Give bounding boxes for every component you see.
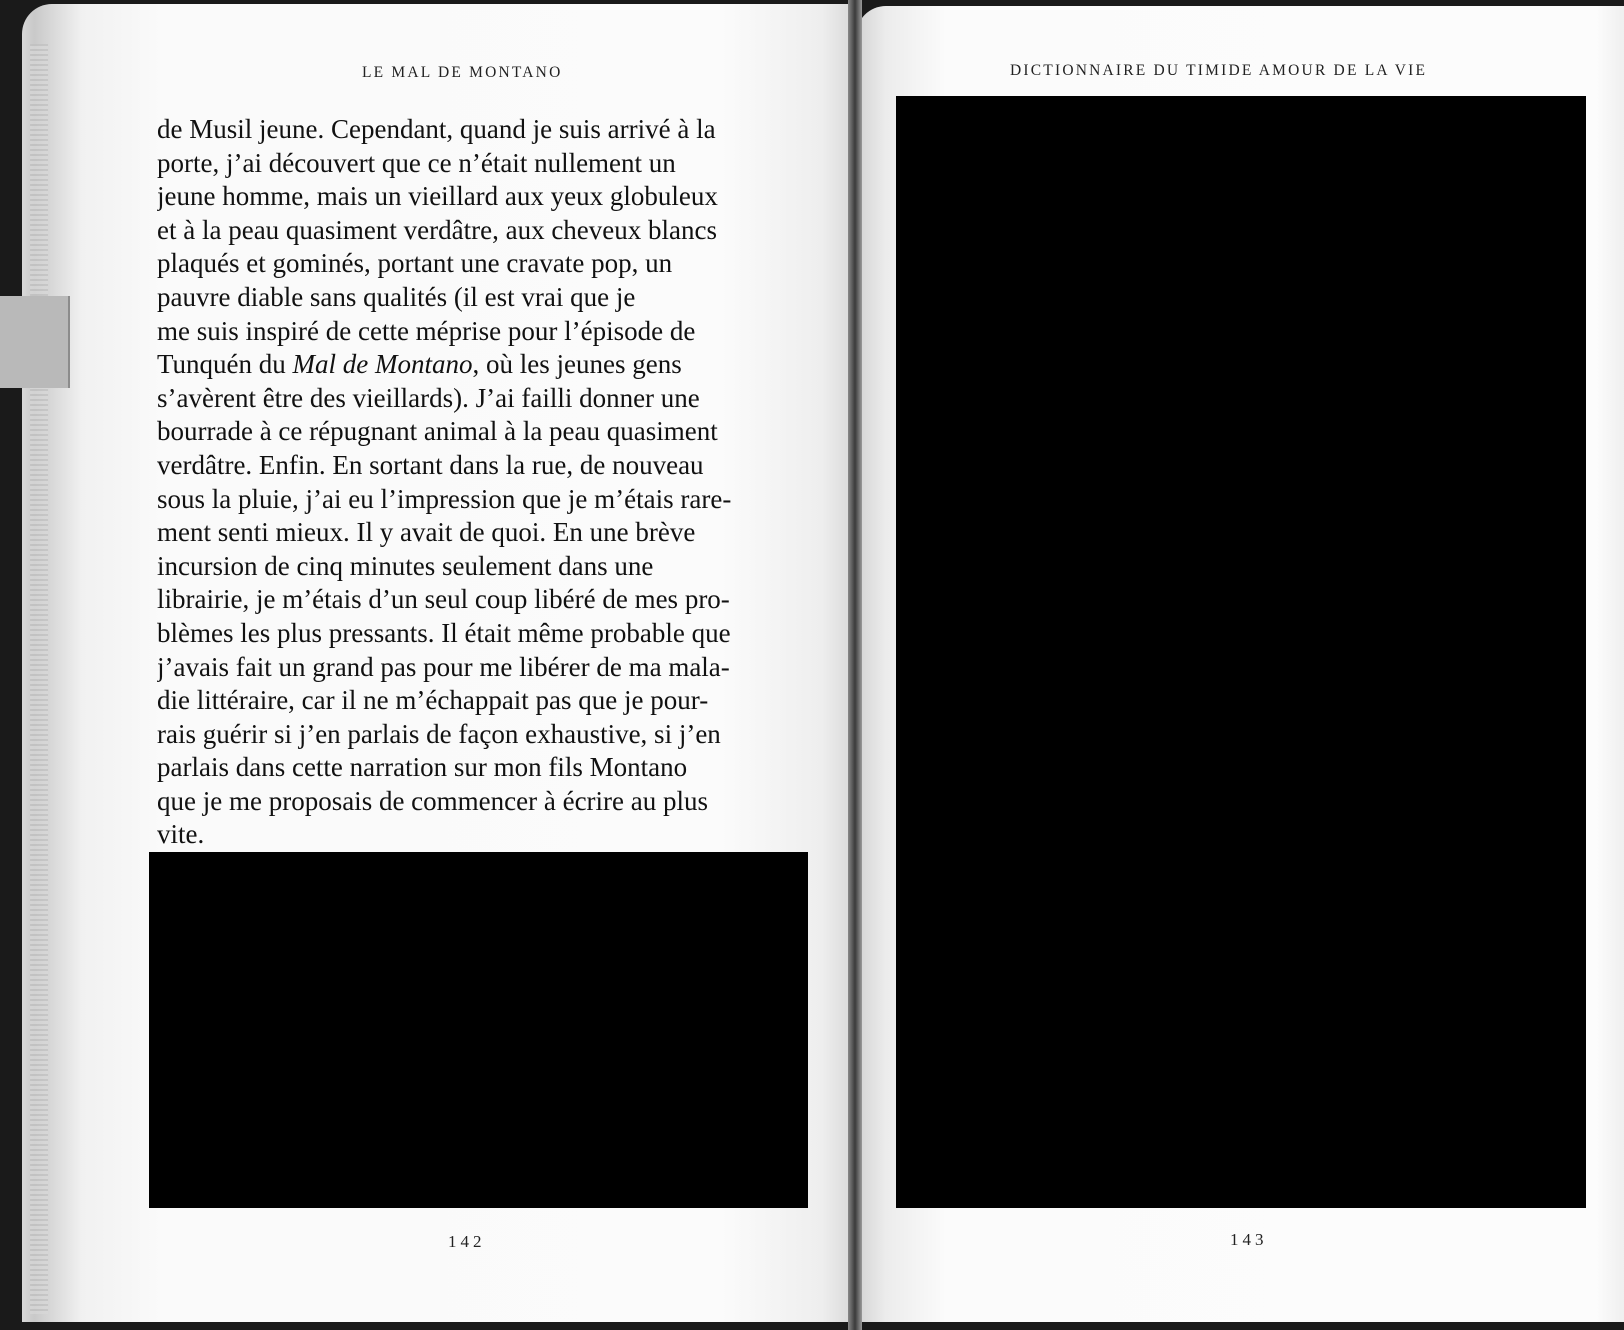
text-run: de Musil jeune. Cependant, quand je suis arrivé à la [157, 114, 716, 144]
text-line [157, 449, 785, 483]
text-line [157, 617, 785, 651]
text-run: que je me proposais de commencer à écrire au plus [157, 785, 709, 816]
book-gutter [848, 0, 862, 1330]
left-running-head: LE MAL DE MONTANO [362, 64, 563, 81]
text-run: porte, j’ai découvert que ce n’était nullement un [157, 147, 676, 178]
text-run: blèmes les plus pressants. Il était même probable que [157, 617, 731, 648]
text-line [157, 550, 785, 584]
book-title-italic: Mal de Montano [292, 349, 473, 380]
text-run: , où les jeunes gens [472, 349, 682, 380]
text-run: die littéraire, car il ne m’échappait pas que je pour- [157, 685, 709, 716]
text-line [157, 415, 785, 449]
text-line [157, 785, 785, 819]
text-run: me suis inspiré de cette méprise pour l’épisode de [157, 315, 696, 346]
text-run: j’avais fait un grand pas pour me libérer de ma mala- [157, 651, 730, 682]
text-run: et à la peau quasiment verdâtre, aux cheveux blancs [157, 214, 717, 245]
text-line [157, 315, 785, 349]
page-number-right: 143 [1230, 1230, 1268, 1249]
text-run: Tunquén du [157, 349, 293, 380]
page-edges [30, 44, 48, 1314]
text-run: plaqués et gominés, portant une cravate pop, un [157, 248, 673, 279]
text-line [157, 214, 785, 248]
text-line [157, 718, 785, 752]
text-line [157, 751, 785, 785]
text-line [157, 348, 785, 382]
text-run: bourrade à ce répugnant animal à la peau quasiment [157, 416, 718, 447]
text-line [157, 113, 785, 147]
text-line [157, 684, 785, 718]
redaction-block-right [896, 96, 1586, 1208]
text-run: pauvre diable sans qualités (il est vrai que je [157, 281, 636, 312]
text-run: incursion de cinq minutes seulement dans une [157, 550, 654, 581]
text-line [157, 651, 785, 685]
right-running-head: DICTIONNAIRE DU TIMIDE AMOUR DE LA VIE [1010, 62, 1428, 79]
text-line [157, 583, 785, 617]
text-run: rais guérir si j’en parlais de façon exhaustive, si j’en [157, 718, 721, 749]
text-line [157, 281, 785, 315]
bookmark-tab [0, 296, 70, 388]
text-run: parlais dans cette narration sur mon fils Montano [157, 752, 688, 783]
text-run: jeune homme, mais un vieillard aux yeux globuleux [157, 181, 718, 212]
text-line [157, 382, 785, 416]
text-line [157, 516, 785, 550]
text-run: librairie, je m’étais d’un seul coup libéré de mes pro- [157, 584, 730, 615]
text-line [157, 247, 785, 281]
text-line [157, 147, 785, 181]
page-number-left: 142 [448, 1232, 486, 1251]
redaction-block-left [149, 852, 808, 1208]
text-run: verdâtre. Enfin. En sortant dans la rue, de nouveau [157, 449, 704, 480]
text-run: s’avèrent être des vieillards). J’ai failli donner une [157, 382, 700, 413]
text-run: ment senti mieux. Il y avait de quoi. En une brève [157, 517, 696, 548]
text-run: sous la pluie, j’ai eu l’impression que je m’étais rare- [157, 483, 732, 514]
text-line [157, 818, 785, 852]
left-page-body-text [157, 113, 785, 852]
text-line [157, 483, 785, 517]
text-line [157, 180, 785, 214]
text-run: vite. [157, 819, 205, 850]
